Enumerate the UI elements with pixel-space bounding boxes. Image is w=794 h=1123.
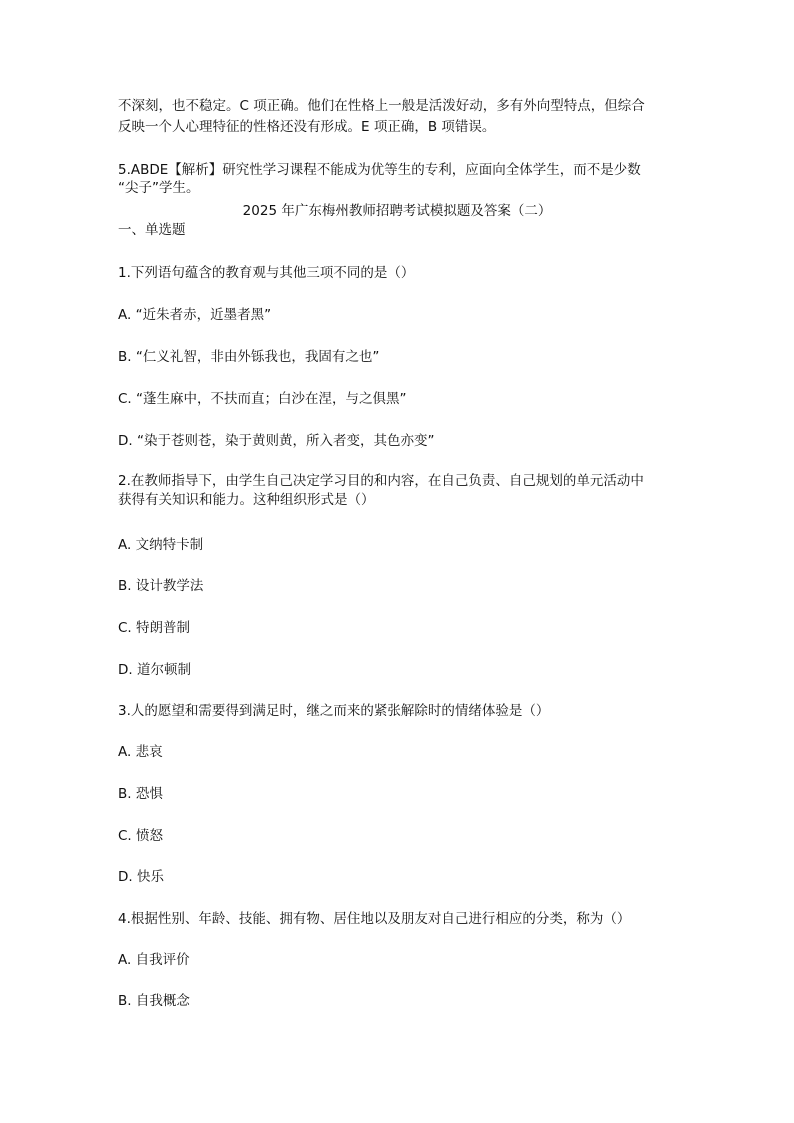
text-line: 不深刻，也不稳定。C 项正确。他们在性格上一般是活泼好动，多有外向型特点，但综合 (118, 98, 645, 114)
page-title: 2025 年广东梅州教师招聘考试模拟题及答案（二） (242, 203, 552, 219)
option: C. 愤怒 (118, 828, 164, 844)
option: A. “近朱者赤，近墨者黑” (118, 307, 272, 323)
question-stem: 获得有关知识和能力。这种组织形式是（） (118, 492, 375, 508)
option: C. “蓬生麻中，不扶而直；白沙在涅，与之俱黑” (118, 391, 407, 407)
option: B. 设计教学法 (118, 578, 204, 594)
option: A. 自我评价 (118, 952, 190, 968)
option: D. “染于苍则苍，染于黄则黄，所入者变，其色亦变” (118, 433, 435, 449)
option: B. “仁义礼智，非由外铄我也，我固有之也” (118, 349, 380, 365)
option: B. 恐惧 (118, 786, 163, 802)
answer-line: 5.ABDE【解析】研究性学习课程不能成为优等生的专利，应面向全体学生，而不是少数 (118, 162, 641, 178)
option: C. 特朗普制 (118, 620, 191, 636)
option: A. 悲哀 (118, 744, 163, 760)
section-heading: 一、单选题 (118, 222, 186, 238)
option: B. 自我概念 (118, 993, 190, 1009)
question-stem: 2.在教师指导下，由学生自己决定学习目的和内容，在自己负责、自己规划的单元活动中 (118, 473, 644, 489)
text-line: 反映一个人心理特征的性格还没有形成。E 项正确，B 项错误。 (118, 119, 496, 135)
question-stem: 3.人的愿望和需要得到满足时，继之而来的紧张解除时的情绪体验是（） (118, 703, 550, 719)
answer-line: “尖子”学生。 (118, 180, 200, 196)
question-stem: 4.根据性别、年龄、技能、拥有物、居住地以及朋友对自己进行相应的分类，称为（） (118, 911, 631, 927)
option: D. 快乐 (118, 869, 164, 885)
option: A. 文纳特卡制 (118, 537, 204, 553)
question-stem: 1.下列语句蕴含的教育观与其他三项不同的是（） (118, 265, 415, 281)
option: D. 道尔顿制 (118, 662, 191, 678)
